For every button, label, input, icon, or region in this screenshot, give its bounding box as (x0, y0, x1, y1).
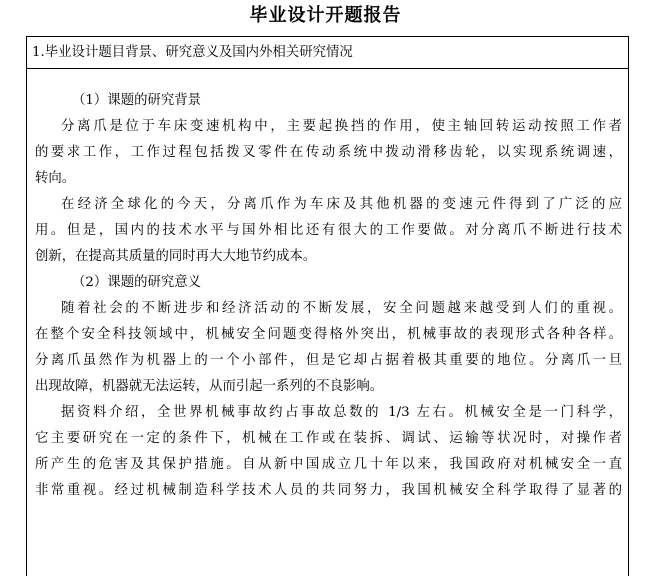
document-title: 毕业设计开题报告 (249, 5, 402, 26)
paragraph-line: 的要求工作，工作过程包括拨叉零件在传动系统中拨动滑移齿轮，以实现系统调速， (35, 145, 622, 160)
paragraph-line: 分离爪虽然作为机器上的一个小部件，但是它却占据着极其重要的地位。分离爪一旦 (35, 353, 622, 368)
paragraph-line: 出现故障，机器就无法运转，从而引起一系列的不良影响。 (35, 379, 384, 394)
paragraph-line: 它主要研究在一定的条件下，机械在工作或在装拆、调试、运输等状况时，对操作者 (35, 431, 622, 446)
section-heading: 1.毕业设计题目背景、研究意义及国内外相关研究情况 (27, 37, 628, 69)
paragraph-line: 随着社会的不断进步和经济活动的不断发展，安全问题越来越受到人们的重视。 (61, 301, 622, 316)
subheading-research-significance: （2）课题的研究意义 (72, 275, 202, 290)
paragraph-line: 创新，在提高其质量的同时再大大地节约成本。 (35, 249, 317, 264)
paragraph-line: 用。但是，国内的技术水平与国外相比还有很大的工作要做。对分离爪不断进行技术 (35, 223, 622, 238)
subheading-research-background: （1）课题的研究背景 (72, 93, 202, 108)
paragraph-line: 转向。 (35, 171, 76, 186)
paragraph-line: 非常重视。经过机械制造科学技术人员的共同努力，我国机械安全科学取得了显著的 (35, 483, 622, 498)
paragraph-line: 所产生的危害及其保护措施。自从新中国成立几十年以来，我国政府对机械安全一直 (35, 457, 622, 472)
paragraph-line: 在整个安全科技领域中，机械安全问题变得格外突出，机械事故的表现形式各种各样。 (35, 327, 622, 342)
paragraph-line: 在经济全球化的今天，分离爪作为车床及其他机器的变速元件得到了广泛的应 (61, 197, 622, 212)
paragraph-line: 分离爪是位于车床变速机构中，主要起换挡的作用，使主轴回转运动按照工作者 (61, 119, 622, 134)
paragraph-line: 据资料介绍，全世界机械事故约占事故总数的 1/3 左右。机械安全是一门科学， (61, 405, 622, 420)
report-table (26, 36, 629, 576)
